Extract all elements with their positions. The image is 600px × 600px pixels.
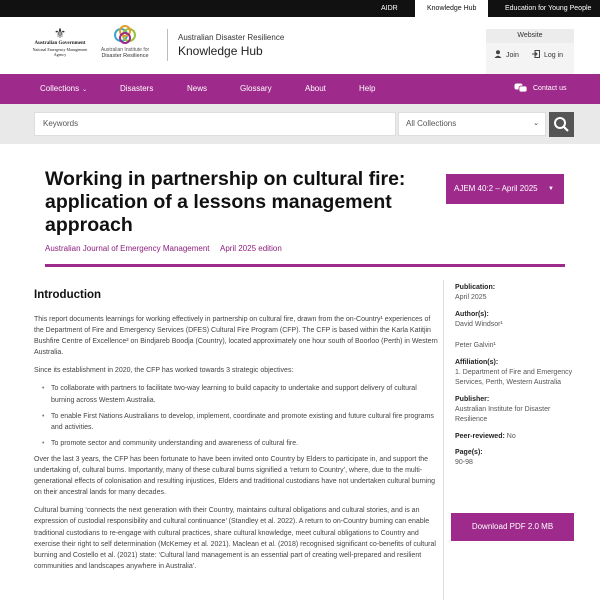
topbar-link-education[interactable]: Education for Young People [505, 5, 592, 12]
paragraph-4: Cultural burning ‘connects the next generation with their Country, maintains cultural obligations and cultural stories, and is an expression of custodial responsibility and cultural continuance’ (Standley et al. 2022). A return to on-Country burning can enable traditional custodians to re-engage with cultural practices, share cultural knowledge, meet cultural obligations to Country and exercise their right to self determination (McKemey et al. 2021). Maclean et al. (2018) recognised significant co-benefits of cultural burning and Costello et al. (2021) state: ‘Cultural land management is an essential part of creating well-prepared and resilient communities and landscapes anywhere in Australia’. [34, 507, 436, 570]
author-2[interactable]: Peter Galvin¹ [455, 342, 496, 349]
publication-value: April 2025 [455, 294, 487, 301]
issue-label: AJEM 40:2 – April 2025 [454, 184, 538, 193]
login-label: Log in [544, 52, 564, 59]
publisher-value: Australian Institute for Disaster Resilience [455, 405, 551, 423]
authors-label: Author(s): [455, 310, 489, 318]
issue-dropdown-button[interactable] [446, 174, 564, 204]
title-divider [45, 264, 565, 267]
nav-item-collections[interactable] [40, 74, 87, 104]
list-item: • To promote sector and community understanding and awareness of cultural fire. [42, 438, 438, 449]
publisher-label: Publisher: [455, 395, 490, 403]
join-button[interactable] [494, 49, 519, 63]
pages-label: Page(s): [455, 448, 483, 456]
gov-logo-line1: Australian Government [34, 41, 86, 46]
article-body [34, 288, 438, 579]
knowledge-hub-brand[interactable] [178, 33, 284, 59]
sidebar-divider [443, 280, 444, 600]
search-button[interactable] [549, 112, 574, 137]
nav-item-news[interactable]: News [187, 84, 208, 93]
contact-us-link[interactable] [514, 74, 566, 104]
nav-item-help[interactable]: Help [359, 84, 376, 93]
brand-line1: Australian Disaster Resilience [178, 33, 285, 42]
aidr-logo-line1: Australian Institute for [100, 47, 150, 53]
main-navigation [0, 74, 600, 104]
coat-of-arms-icon: ⚜ [53, 25, 67, 41]
paragraph-2: Since its establishment in 2020, the CFP has worked towards 3 strategic objectives: [34, 367, 294, 375]
nav-item-glossary[interactable]: Glossary [240, 84, 272, 93]
chevron-down-icon: ▼ [548, 186, 554, 192]
header-divider [167, 29, 168, 61]
search-bar [0, 104, 600, 144]
pages-value: 90-98 [455, 458, 473, 466]
chevron-down-icon: ⌄ [533, 120, 539, 127]
nav-collections-label: Collections [40, 84, 80, 93]
gov-logo-line2: National Emergency Management Agency [32, 47, 88, 57]
website-account-box [486, 29, 574, 79]
download-pdf-button[interactable]: Download PDF 2.0 MB [451, 513, 574, 541]
chat-icon [514, 83, 528, 93]
topbar-link-aidr[interactable]: AIDR [381, 5, 398, 12]
publication-label: Publication: [455, 284, 496, 291]
peer-reviewed-label: Peer-reviewed: [455, 432, 505, 440]
journal-link[interactable]: Australian Journal of Emergency Management [45, 244, 210, 253]
list-item: • To collaborate with partners to facilitate two-way learning to build capacity to undertake and support delivery of cultural burning across Western Australia. [42, 383, 438, 405]
join-label: Join [506, 52, 519, 59]
nav-item-disasters[interactable]: Disasters [120, 84, 154, 93]
edition-link[interactable]: April 2025 edition [220, 244, 282, 253]
affiliation-label: Affiliation(s): [455, 358, 499, 366]
contact-us-label: Contact us [533, 85, 567, 92]
australian-government-logo[interactable] [32, 25, 88, 65]
collection-selected-value: All Collections [406, 119, 457, 128]
chevron-down-icon: ⌄ [82, 87, 88, 93]
site-header [0, 17, 600, 74]
aidr-logo[interactable] [95, 25, 155, 65]
brand-line2: Knowledge Hub [178, 44, 263, 58]
topbar-link-knowledge-hub[interactable]: Knowledge Hub [415, 0, 488, 17]
keywords-input[interactable]: Keywords [34, 112, 396, 136]
website-label: Website [486, 29, 574, 43]
peer-reviewed-value: No [506, 432, 516, 440]
article-metadata-sidebar [455, 283, 575, 468]
login-button[interactable] [532, 49, 563, 63]
search-icon [549, 112, 574, 137]
top-utility-bar [0, 0, 600, 17]
peer-reviewed [455, 432, 575, 442]
nav-item-about[interactable]: About [305, 84, 326, 93]
paragraph-3: Over the last 3 years, the CFP has been fortunate to have been invited onto Country by Elders to participate in, and support the undertaking of, cultural burns. Importantly, many of these cultural burns signified a ‘return to Country’, where, due to the multi-generational effects of colonisation and resulting injustices, Elders and traditional custodians have not undertaken cultural burning on their ancestral lands for many decades. [34, 455, 436, 497]
user-icon [494, 50, 502, 58]
aidr-rings-icon [111, 25, 139, 47]
list-item: • To enable First Nations Australians to develop, implement, coordinate and promote existing and future cultural fire programs and activities. [42, 411, 438, 433]
collection-select[interactable] [398, 112, 546, 136]
article-title: Working in partnership on cultural fire: application of a lessons management approach [45, 168, 406, 236]
author-1[interactable]: David Windsor¹ [455, 320, 503, 328]
affiliation-value: 1. Department of Fire and Emergency Services, Perth, Western Australia [455, 368, 573, 386]
section-heading: Introduction [34, 289, 102, 301]
objectives-list [42, 383, 438, 448]
aidr-logo-line2: Disaster Resilience [101, 53, 149, 59]
paragraph-1: This report documents learnings for working effectively in partnership on cultural fire, drawn from the on-Country¹ experiences of the Department of Fire and Emergency Services (DFES) Cultural Fire Program (CFP). The CFP is based within the Karla Katitjin Bushfire Centre of Excellence² on Bindjareb Boodja (Country), located approximately one hour south of Boorloo (Perth) in Western Australia. [34, 316, 438, 357]
login-icon [532, 50, 540, 58]
